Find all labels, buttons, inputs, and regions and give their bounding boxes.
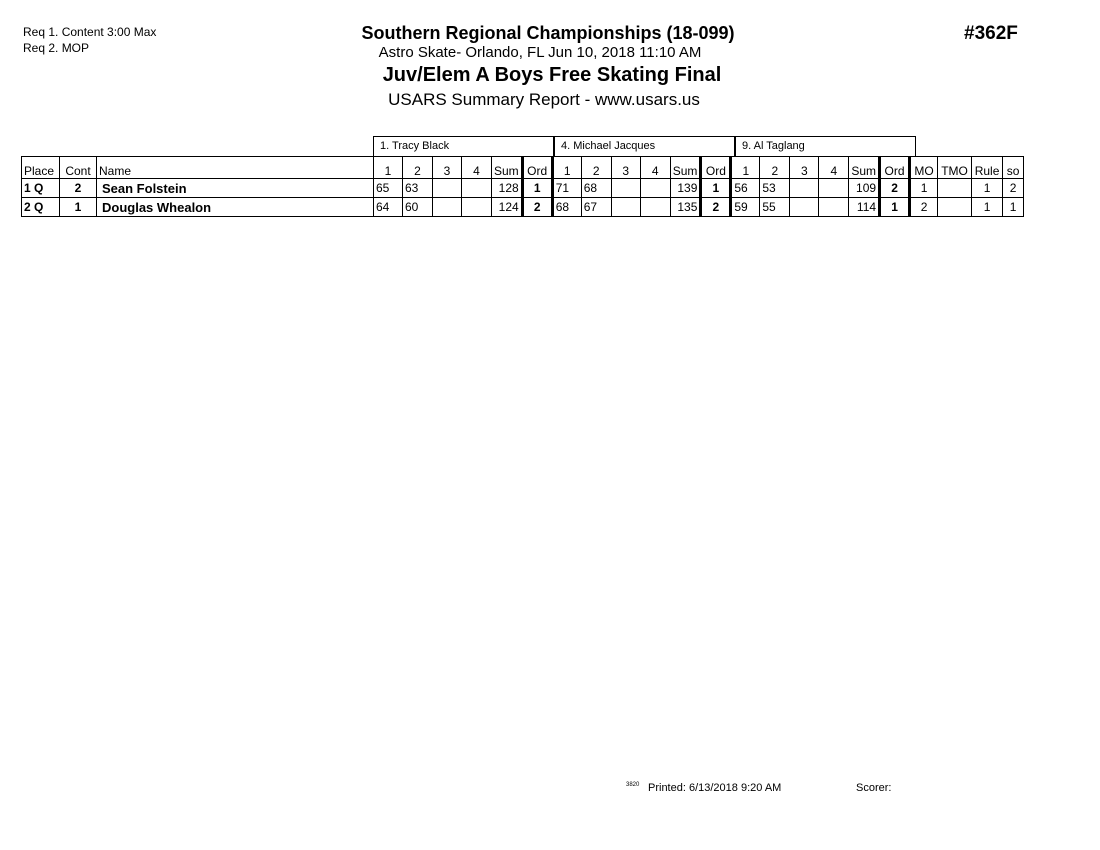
column-header-judge1-3: 3 bbox=[433, 157, 462, 179]
score-cell: 59 bbox=[731, 198, 760, 217]
column-header-cont: Cont bbox=[60, 157, 97, 179]
score-cell bbox=[790, 198, 819, 217]
ordinal-cell: 2 bbox=[880, 179, 910, 198]
column-header-mo: MO bbox=[910, 157, 938, 179]
column-header-judge1-ord: Ord bbox=[522, 157, 552, 179]
column-header-judge2-3: 3 bbox=[611, 157, 640, 179]
score-cell: 68 bbox=[552, 198, 581, 217]
column-header-judge3-ord: Ord bbox=[880, 157, 910, 179]
printed-timestamp: Printed: 6/13/2018 9:20 AM bbox=[648, 782, 782, 794]
judge-header-1: 1. Tracy Black bbox=[373, 136, 554, 156]
ordinal-cell: 1 bbox=[522, 179, 552, 198]
requirement-1: Req 1. Content 3:00 Max bbox=[23, 25, 157, 39]
judge-header-3: 9. Al Taglang bbox=[735, 136, 916, 156]
score-cell bbox=[640, 198, 670, 217]
mo-cell: 2 bbox=[910, 198, 938, 217]
so-cell: 1 bbox=[1003, 198, 1024, 217]
column-header-judge1-4: 4 bbox=[462, 157, 492, 179]
table-row bbox=[22, 198, 1024, 217]
score-cell bbox=[611, 198, 640, 217]
score-cell: 63 bbox=[403, 179, 433, 198]
venue-date: Astro Skate- Orlando, FL Jun 10, 2018 11:10 AM bbox=[378, 44, 702, 61]
footer-code: 3820 bbox=[626, 782, 640, 788]
sum-cell: 114 bbox=[849, 198, 880, 217]
column-header-name: Name bbox=[97, 157, 374, 179]
score-cell: 67 bbox=[581, 198, 611, 217]
score-cell bbox=[462, 179, 492, 198]
column-header-judge2-sum: Sum bbox=[670, 157, 701, 179]
column-header-rule: Rule bbox=[972, 157, 1003, 179]
so-cell: 2 bbox=[1003, 179, 1024, 198]
requirement-2: Req 2. MOP bbox=[23, 41, 90, 55]
column-header-judge3-2: 2 bbox=[760, 157, 790, 179]
ordinal-cell: 2 bbox=[701, 198, 731, 217]
score-cell bbox=[640, 179, 670, 198]
score-cell: 65 bbox=[374, 179, 403, 198]
mo-cell: 1 bbox=[910, 179, 938, 198]
score-cell: 55 bbox=[760, 198, 790, 217]
column-header-judge1-2: 2 bbox=[403, 157, 433, 179]
judge-header-2: 4. Michael Jacques bbox=[554, 136, 735, 156]
score-cell bbox=[611, 179, 640, 198]
table-header-row bbox=[22, 157, 1024, 179]
name-cell: Douglas Whealon bbox=[97, 198, 374, 217]
score-cell: 60 bbox=[403, 198, 433, 217]
column-header-so: so bbox=[1003, 157, 1024, 179]
place-cell: 1 Q bbox=[22, 179, 60, 198]
score-cell bbox=[819, 179, 849, 198]
ordinal-cell: 2 bbox=[522, 198, 552, 217]
score-cell bbox=[433, 179, 462, 198]
place-cell: 2 Q bbox=[22, 198, 60, 217]
competition-title: Southern Regional Championships (18-099) bbox=[361, 23, 735, 43]
score-cell bbox=[790, 179, 819, 198]
ordinal-cell: 1 bbox=[701, 179, 731, 198]
column-header-judge2-4: 4 bbox=[640, 157, 670, 179]
column-header-judge2-ord: Ord bbox=[701, 157, 731, 179]
scorer-label: Scorer: bbox=[856, 782, 892, 794]
name-cell: Sean Folstein bbox=[97, 179, 374, 198]
sum-cell: 135 bbox=[670, 198, 701, 217]
score-cell bbox=[819, 198, 849, 217]
score-cell: 64 bbox=[374, 198, 403, 217]
sum-cell: 124 bbox=[492, 198, 523, 217]
sum-cell: 109 bbox=[849, 179, 880, 198]
column-header-place: Place bbox=[22, 157, 60, 179]
ordinal-cell: 1 bbox=[880, 198, 910, 217]
rule-cell: 1 bbox=[972, 198, 1003, 217]
column-header-tmo: TMO bbox=[938, 157, 972, 179]
score-cell bbox=[462, 198, 492, 217]
column-header-judge3-1: 1 bbox=[731, 157, 760, 179]
rule-cell: 1 bbox=[972, 179, 1003, 198]
column-header-judge1-sum: Sum bbox=[492, 157, 523, 179]
column-header-judge2-2: 2 bbox=[581, 157, 611, 179]
column-header-judge3-4: 4 bbox=[819, 157, 849, 179]
table-row bbox=[22, 179, 1024, 198]
score-cell: 68 bbox=[581, 179, 611, 198]
sum-cell: 128 bbox=[492, 179, 523, 198]
column-header-judge3-sum: Sum bbox=[849, 157, 880, 179]
column-header-judge3-3: 3 bbox=[790, 157, 819, 179]
event-title: Juv/Elem A Boys Free Skating Final bbox=[382, 64, 722, 86]
cont-cell: 1 bbox=[60, 198, 97, 217]
results-table bbox=[21, 156, 1024, 217]
event-number: #362F bbox=[964, 23, 1018, 44]
column-header-judge2-1: 1 bbox=[552, 157, 581, 179]
cont-cell: 2 bbox=[60, 179, 97, 198]
report-title: USARS Summary Report - www.usars.us bbox=[388, 90, 700, 109]
column-header-judge1-1: 1 bbox=[374, 157, 403, 179]
score-cell bbox=[433, 198, 462, 217]
score-cell: 53 bbox=[760, 179, 790, 198]
sum-cell: 139 bbox=[670, 179, 701, 198]
score-cell: 56 bbox=[731, 179, 760, 198]
tmo-cell bbox=[938, 179, 972, 198]
tmo-cell bbox=[938, 198, 972, 217]
score-cell: 71 bbox=[552, 179, 581, 198]
